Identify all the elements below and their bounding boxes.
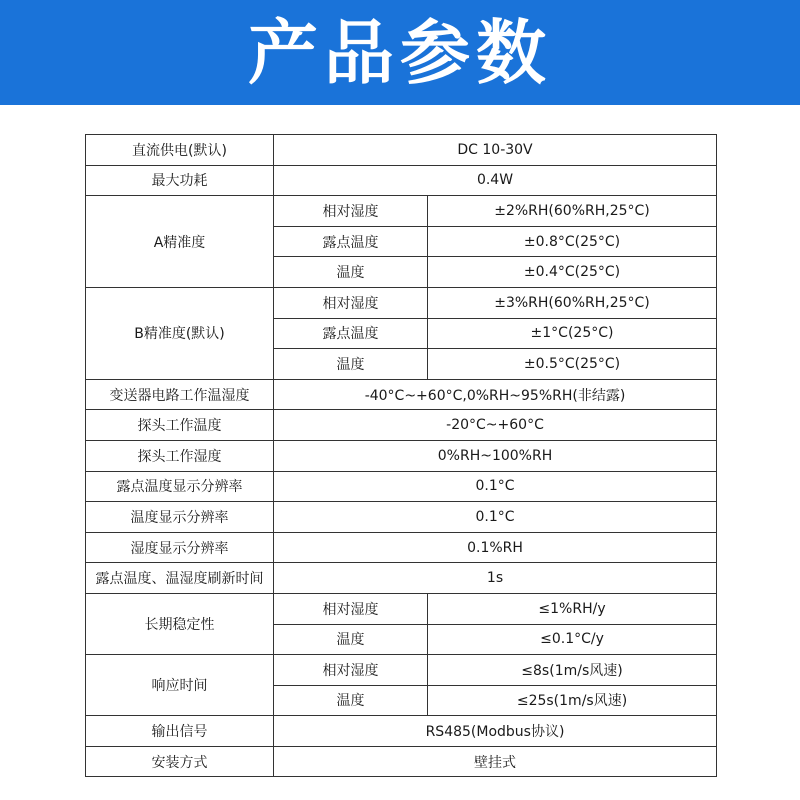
row-label: 变送器电路工作温湿度 xyxy=(86,379,274,410)
sub-param: 相对湿度 xyxy=(274,287,428,318)
sub-value: ≤25s(1m/s风速) xyxy=(428,685,717,716)
sub-value: ±0.5°C(25°C) xyxy=(428,349,717,380)
table-row xyxy=(86,135,717,166)
row-value: 1s xyxy=(274,563,717,594)
row-value: -20°C~+60°C xyxy=(274,410,717,441)
row-label: 探头工作温度 xyxy=(86,410,274,441)
table-row xyxy=(86,471,717,502)
row-value: 0%RH~100%RH xyxy=(274,440,717,471)
row-label: 湿度显示分辨率 xyxy=(86,532,274,563)
table-row xyxy=(86,655,717,686)
row-label: 安装方式 xyxy=(86,746,274,777)
table-row xyxy=(86,746,717,777)
table-row xyxy=(86,593,717,624)
sub-param: 相对湿度 xyxy=(274,196,428,227)
row-value: 0.1°C xyxy=(274,471,717,502)
row-label: 直流供电(默认) xyxy=(86,135,274,166)
row-label: A精准度 xyxy=(86,196,274,288)
table-row xyxy=(86,196,717,227)
row-value: 壁挂式 xyxy=(274,746,717,777)
row-label: 最大功耗 xyxy=(86,165,274,196)
sub-value: ±0.8°C(25°C) xyxy=(428,226,717,257)
sub-param: 温度 xyxy=(274,257,428,288)
row-label: 露点温度显示分辨率 xyxy=(86,471,274,502)
header-banner xyxy=(0,0,800,105)
row-value: -40°C~+60°C,0%RH~95%RH(非结露) xyxy=(274,379,717,410)
sub-param: 温度 xyxy=(274,685,428,716)
table-row xyxy=(86,716,717,747)
row-label: 温度显示分辨率 xyxy=(86,502,274,533)
row-value: DC 10-30V xyxy=(274,135,717,166)
sub-param: 温度 xyxy=(274,349,428,380)
table-row xyxy=(86,165,717,196)
table-row xyxy=(86,379,717,410)
spec-table xyxy=(85,134,717,777)
row-label: 探头工作湿度 xyxy=(86,440,274,471)
sub-value: ±0.4°C(25°C) xyxy=(428,257,717,288)
row-label: B精准度(默认) xyxy=(86,287,274,379)
sub-value: ≤8s(1m/s风速) xyxy=(428,655,717,686)
sub-param: 露点温度 xyxy=(274,226,428,257)
table-row xyxy=(86,410,717,441)
sub-value: ≤0.1°C/y xyxy=(428,624,717,655)
row-label: 输出信号 xyxy=(86,716,274,747)
row-label: 响应时间 xyxy=(86,655,274,716)
row-value: RS485(Modbus协议) xyxy=(274,716,717,747)
table-row xyxy=(86,532,717,563)
sub-value: ≤1%RH/y xyxy=(428,593,717,624)
row-value: 0.1%RH xyxy=(274,532,717,563)
table-row xyxy=(86,440,717,471)
page-title: 产品参数 xyxy=(248,11,552,94)
table-row xyxy=(86,563,717,594)
sub-value: ±3%RH(60%RH,25°C) xyxy=(428,287,717,318)
row-value: 0.1°C xyxy=(274,502,717,533)
sub-param: 温度 xyxy=(274,624,428,655)
sub-param: 相对湿度 xyxy=(274,593,428,624)
row-label: 长期稳定性 xyxy=(86,593,274,654)
row-value: 0.4W xyxy=(274,165,717,196)
sub-value: ±2%RH(60%RH,25°C) xyxy=(428,196,717,227)
table-row xyxy=(86,287,717,318)
sub-param: 相对湿度 xyxy=(274,655,428,686)
sub-param: 露点温度 xyxy=(274,318,428,349)
sub-value: ±1°C(25°C) xyxy=(428,318,717,349)
row-label: 露点温度、温湿度刷新时间 xyxy=(86,563,274,594)
table-row xyxy=(86,502,717,533)
